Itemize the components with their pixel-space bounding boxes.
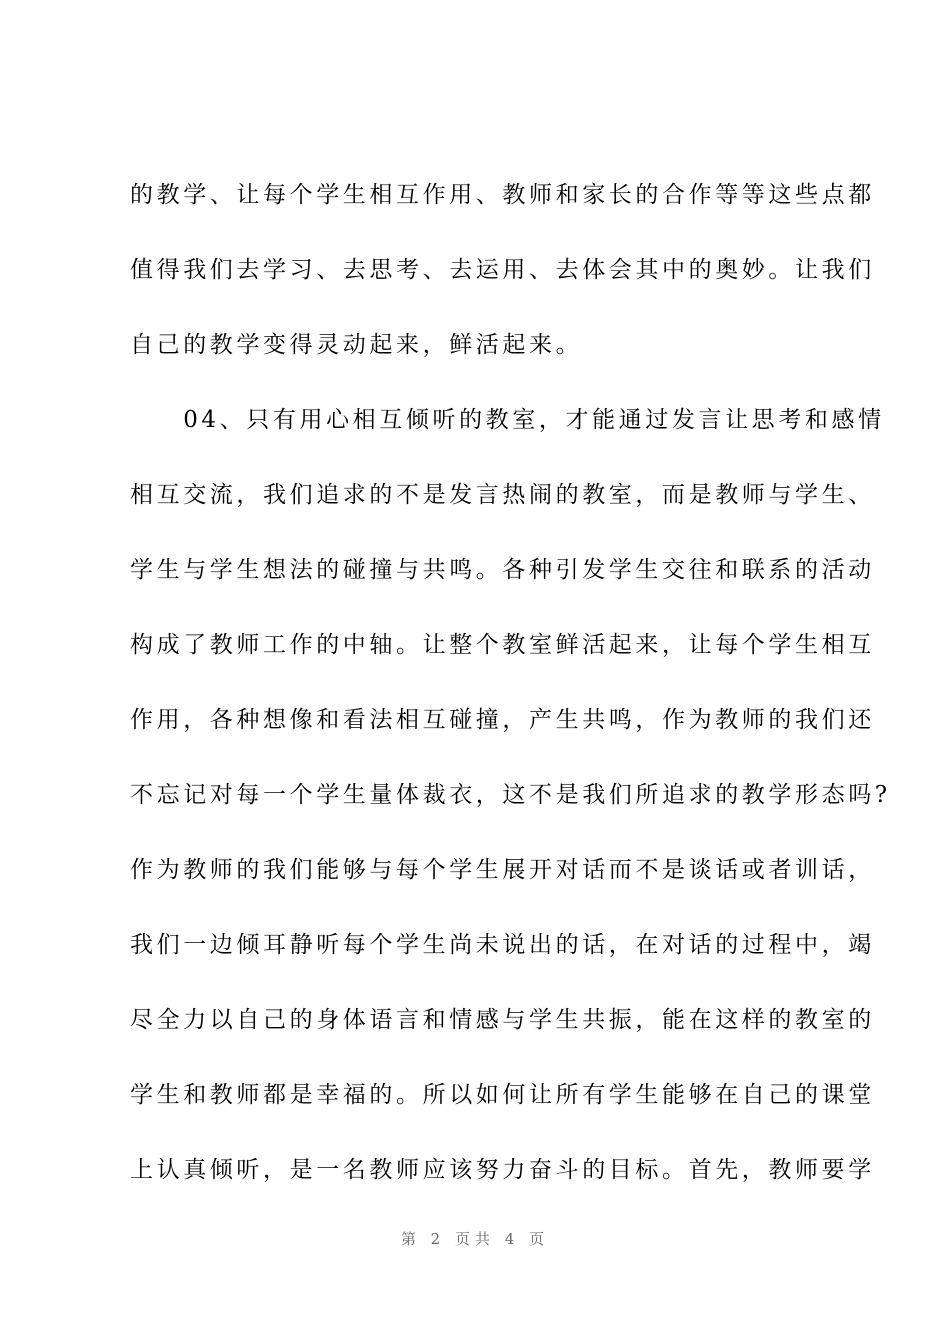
body-text-line: 自己的教学变得灵动起来，鲜活起来。 (130, 332, 583, 358)
body-text-line: 值得我们去学习、去思考、去运用、去体会其中的奥妙。让我们 (130, 257, 875, 283)
body-text-line: 不忘记对每一个学生量体裁衣，这不是我们所追求的教学形态吗? (130, 782, 891, 808)
body-text-line: 作为教师的我们能够与每个学生展开对话而不是谈话或者训话， (130, 857, 875, 883)
page-number-footer: 第 2 页共 4 页 (400, 1230, 550, 1248)
body-text-line: 学生与学生想法的碰撞与共鸣。各种引发学生交往和联系的活动 (130, 557, 875, 583)
body-text-line: 相互交流，我们追求的不是发言热闹的教室，而是教师与学生、 (130, 482, 875, 508)
body-text-line: 构成了教师工作的中轴。让整个教室鲜活起来，让每个学生相互 (130, 632, 875, 658)
body-text-line: 尽全力以自己的身体语言和情感与学生共振，能在这样的教室的 (130, 1007, 875, 1033)
body-text-line: 的教学、让每个学生相互作用、教师和家长的合作等等这些点都 (130, 182, 875, 208)
body-text-line: 上认真倾听，是一名教师应该努力奋斗的目标。首先，教师要学 (130, 1157, 875, 1183)
body-text-line: 04、只有用心相互倾听的教室，才能通过发言让思考和感情 (130, 407, 885, 433)
body-text-line: 我们一边倾耳静听每个学生尚未说出的话，在对话的过程中，竭 (130, 932, 875, 958)
body-text-line: 作用，各种想像和看法相互碰撞，产生共鸣，作为教师的我们还 (130, 707, 875, 733)
body-text-line: 学生和教师都是幸福的。所以如何让所有学生能够在自己的课堂 (130, 1082, 875, 1108)
